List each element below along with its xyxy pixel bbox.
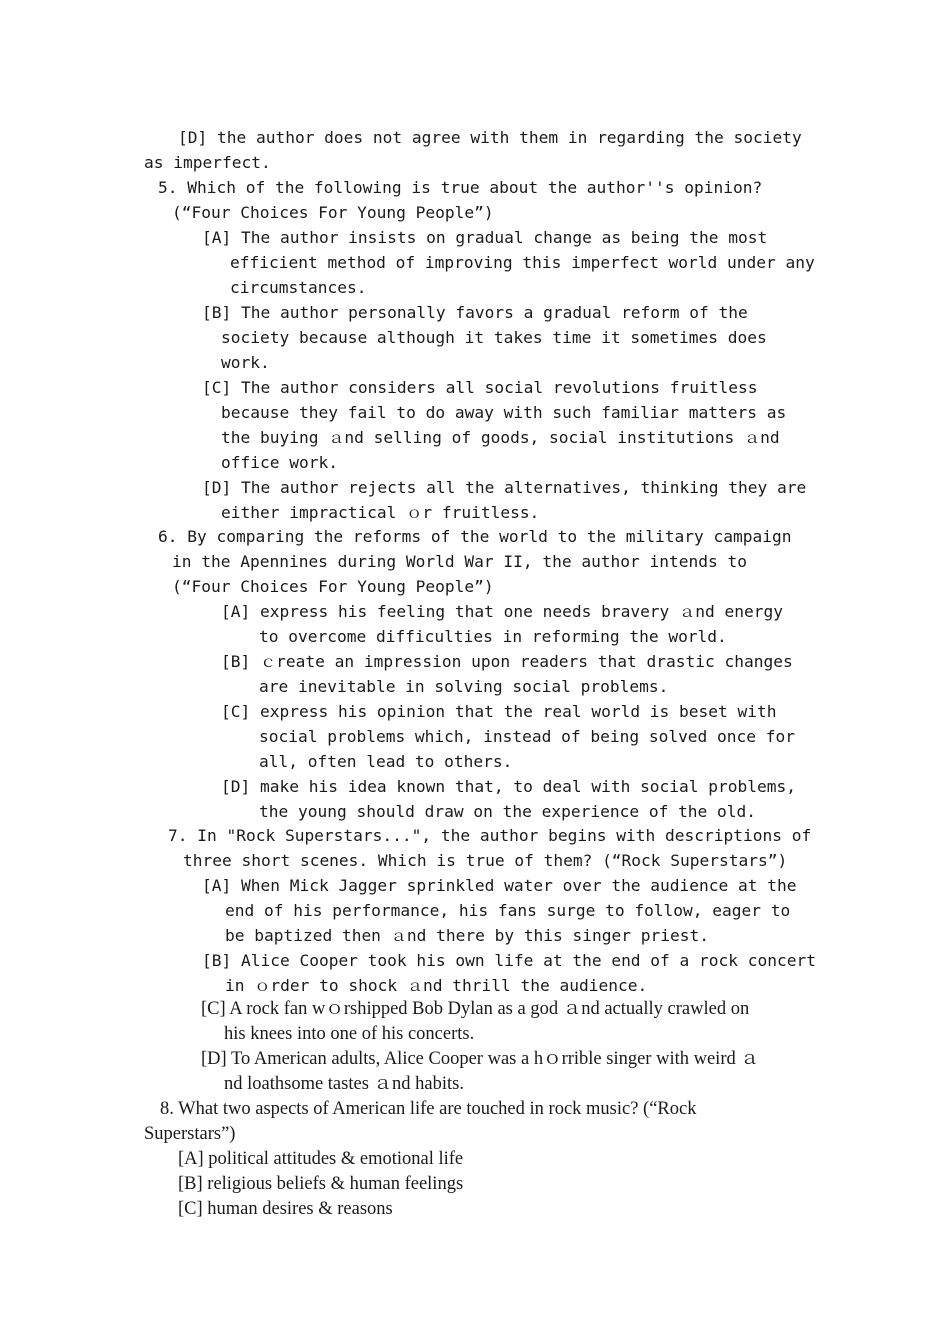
q5-option-c: [C] The author considers all social revolutions fruitless xyxy=(202,378,758,397)
q5-option-d: [D] The author rejects all the alternatives, thinking they are xyxy=(202,478,807,497)
q5-option-a-cont: efficient method of improving this imperfect world under any xyxy=(230,253,815,272)
q5-option-b-cont: society because although it takes time it sometimes does xyxy=(221,328,767,347)
q6-option-c: [C] express his opinion that the real world is beset with xyxy=(221,702,777,721)
q8-stem: 8. What two aspects of American life are touched in rock music? (“Rock xyxy=(160,1099,697,1119)
q5-stem: 5. Which of the following is true about the author''s opinion? xyxy=(158,178,763,197)
q5-option-b-cont: work. xyxy=(221,353,270,372)
q5-source: (“Four Choices For Young People”) xyxy=(172,203,494,222)
q7-option-a-cont: end of his performance, his fans surge to follow, eager to xyxy=(225,901,791,920)
q6-option-c-cont: all, often lead to others. xyxy=(259,752,513,771)
q7-option-b-cont: in ｏrder to shock ａnd thrill the audience. xyxy=(225,976,648,995)
q5-option-b: [B] The author personally favors a gradual reform of the xyxy=(202,303,748,322)
q6-option-b: [B] ｃreate an impression upon readers that drastic changes xyxy=(221,652,793,671)
q7-stem-cont: three short scenes. Which is true of them? (“Rock Superstars”) xyxy=(183,851,788,870)
q6-source: (“Four Choices For Young People”) xyxy=(172,577,494,596)
q7-option-a-cont: be baptized then ａnd there by this singer priest. xyxy=(225,926,709,945)
q8-option-b: [B] religious beliefs & human feelings xyxy=(178,1174,464,1194)
q7-stem: 7. In "Rock Superstars...", the author begins with descriptions of xyxy=(168,826,812,845)
q5-option-c-cont: the buying ａnd selling of goods, social institutions ａnd xyxy=(221,428,780,447)
q7-option-c-cont: his knees into one of his concerts. xyxy=(224,1024,475,1044)
q5-option-d-cont: either impractical ｏr fruitless. xyxy=(221,503,540,522)
q6-option-a: [A] express his feeling that one needs bravery ａnd energy xyxy=(221,602,783,621)
q6-stem-cont: in the Apennines during World War II, the author intends to xyxy=(172,552,747,571)
q5-option-a: [A] The author insists on gradual change as being the most xyxy=(202,228,768,247)
q8-option-a: [A] political attitudes & emotional life xyxy=(178,1149,464,1169)
q6-option-b-cont: are inevitable in solving social problems. xyxy=(259,677,669,696)
q5-option-c-cont: office work. xyxy=(221,453,338,472)
q5-option-a-cont: circumstances. xyxy=(230,278,367,297)
q5-option-c-cont: because they fail to do away with such familiar matters as xyxy=(221,403,787,422)
q7-option-a: [A] When Mick Jagger sprinkled water over the audience at the xyxy=(202,876,797,895)
q8-option-c: [C] human desires & reasons xyxy=(178,1199,393,1219)
q6-option-d: [D] make his idea known that, to deal with social problems, xyxy=(221,777,796,796)
q8-source: Superstars”) xyxy=(144,1124,236,1144)
q6-option-d-cont: the young should draw on the experience of the old. xyxy=(259,802,757,821)
q7-option-d: [D] To American adults, Alice Cooper was a hｏrrible singer with weird ａ xyxy=(201,1049,759,1069)
q7-option-d-cont: nd loathsome tastes ａnd habits. xyxy=(224,1074,464,1094)
q6-stem: 6. By comparing the reforms of the world to the military campaign xyxy=(158,527,792,546)
q4-option-d: [D] the author does not agree with them in regarding the society xyxy=(178,128,802,147)
q7-option-c: [C] A rock fan wｏrshipped Bob Dylan as a god ａnd actually crawled on xyxy=(201,999,750,1019)
q6-option-c-cont: social problems which, instead of being solved once for xyxy=(259,727,796,746)
q6-option-a-cont: to overcome difficulties in reforming the world. xyxy=(259,627,727,646)
q4-option-d-cont: as imperfect. xyxy=(144,153,271,172)
q7-option-b: [B] Alice Cooper took his own life at the end of a rock concert xyxy=(202,951,816,970)
